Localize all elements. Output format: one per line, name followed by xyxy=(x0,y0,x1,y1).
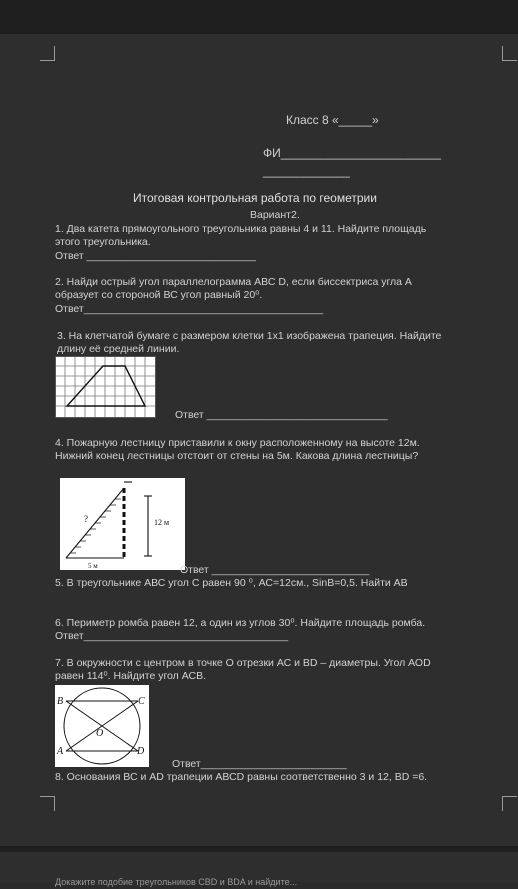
question-6-text: 6. Периметр ромба равен 12, а один из углов 30⁰. Найдите площадь ромба. xyxy=(55,617,426,629)
point-d-label: D xyxy=(137,746,145,757)
question-5-text: 5. В треугольнике АВС угол С равен 90 ⁰, АС=12см., SinВ=0,5. Найти АВ xyxy=(55,577,408,589)
grid-background xyxy=(55,356,156,418)
point-a-label: A xyxy=(57,746,64,757)
question-7-answer: Ответ_________________________ xyxy=(172,758,347,770)
question-4-answer: Ответ ___________________________ xyxy=(180,564,370,576)
question-3-text: 3. На клетчатой бумаге с размером клетки 1х1 изображена трапеция. Найдите xyxy=(57,330,442,342)
question-4-text-cont: Нижний конец лестницы отстоит от стены на 5м. Какова длина лестницы? xyxy=(55,450,419,462)
point-b-label: B xyxy=(57,696,64,707)
ladder-length-label: ? xyxy=(84,514,88,524)
question-8-text: 8. Основания ВС и АD трапеции АВСD равны соответственно 3 и 12, ВD =6. xyxy=(55,771,428,783)
next-page-partial-text: Докажите подобие треугольников CBD и BDA и найдите... xyxy=(55,877,298,887)
base-label: 5 м xyxy=(88,562,98,570)
height-label: 12 м xyxy=(154,518,170,527)
point-c-label: C xyxy=(138,696,145,707)
margin-corner-top-left xyxy=(40,46,55,61)
ladder-figure xyxy=(60,478,185,570)
margin-corner-bottom-right xyxy=(502,796,517,811)
question-3-answer: Ответ _______________________________ xyxy=(175,409,388,421)
viewer-top-bar xyxy=(0,0,518,34)
name-line-continued: _____________ xyxy=(263,164,350,178)
question-2-text: 2. Найди острый угол параллелограмма АВС D, если биссектриса угла А xyxy=(55,276,412,288)
question-1-text: 1. Два катета прямоугольного треугольника равны 4 и 11. Найдите площадь xyxy=(55,223,427,235)
margin-corner-top-right xyxy=(502,46,517,61)
class-label: Класс 8 «_____» xyxy=(286,113,379,127)
next-document-page xyxy=(0,852,518,887)
question-2-answer: Ответ_________________________________________ xyxy=(55,303,324,315)
question-1-text-cont: этого треугольника. xyxy=(55,236,151,248)
grid-trapezoid-figure xyxy=(55,356,156,418)
variant-label: Вариант2. xyxy=(250,209,300,221)
question-2-text-cont: образует со стороной ВС угол равный 20⁰. xyxy=(55,289,263,301)
name-line: ФИ________________________ xyxy=(263,146,441,160)
point-o-label: O xyxy=(96,728,104,739)
question-4-text: 4. Пожарную лестницу приставили к окну расположенному на высоте 12м. xyxy=(55,437,420,449)
question-3-text-cont: длину её средней линии. xyxy=(57,343,180,355)
circle-figure xyxy=(55,685,149,767)
question-1-answer: Ответ _____________________________ xyxy=(55,250,257,262)
question-6-answer: Ответ___________________________________ xyxy=(55,630,289,642)
question-7-text-cont: равен 114⁰. Найдите угол АСВ. xyxy=(55,670,206,682)
question-7-text: 7. В окружности с центром в точке О отрезки АС и ВD – диаметры. Угол АОD xyxy=(55,657,431,669)
margin-corner-bottom-left xyxy=(40,796,55,811)
page-title: Итоговая контрольная работа по геометрии xyxy=(133,191,377,205)
